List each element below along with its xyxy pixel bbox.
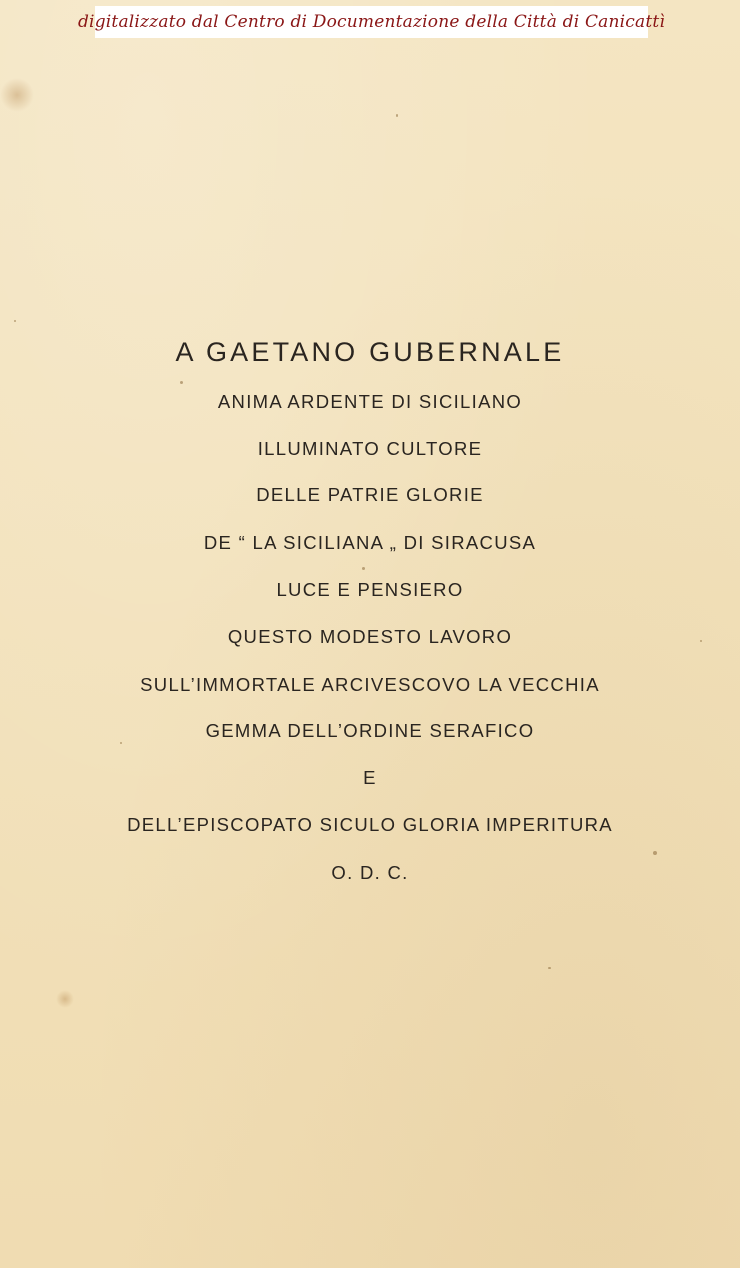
dedication-line: DE “ LA SICILIANA „ DI SIRACUSA	[203, 532, 537, 553]
dedication-line: DELLE PATRIE GLORIE	[256, 484, 484, 505]
dedication-line: QUESTO MODESTO LAVORO	[227, 626, 513, 647]
dedication-line: GEMMA DELL’ORDINE SERAFICO	[205, 720, 535, 741]
dedication-line: DELL’EPISCOPATO SICULO GLORIA IMPERITURA	[127, 814, 613, 835]
dedication-title: A GAETANO GUBERNALE	[175, 337, 565, 367]
dedication-line: ANIMA ARDENTE DI SICILIANO	[217, 391, 523, 412]
dedication-line: E	[363, 767, 377, 788]
dedication-line: ILLUMINATO CULTORE	[257, 438, 483, 459]
dedication-line: SULL’IMMORTALE ARCIVESCOVO LA VECCHIA	[140, 674, 600, 695]
dedication-initials: O. D. C.	[331, 862, 409, 883]
digitization-stamp-text: digitalizzato dal Centro di Documentazione della Città di Canicattì	[77, 12, 666, 32]
dedication-line: LUCE E PENSIERO	[276, 579, 464, 600]
